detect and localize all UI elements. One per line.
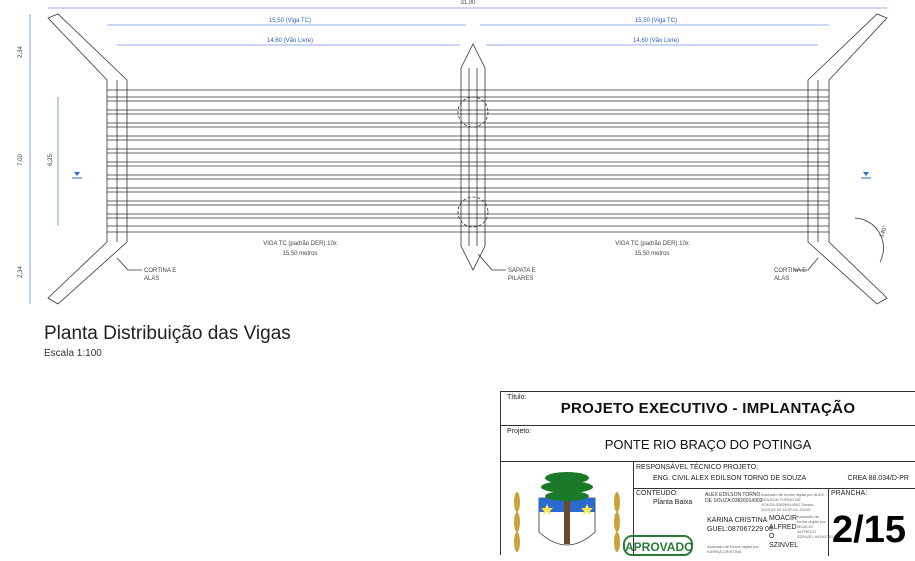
dim-top-wing: 2,34	[18, 46, 24, 58]
title-block	[500, 391, 915, 555]
sig1-name-2: DE SOUZA:03826914902	[705, 498, 763, 504]
content-cell	[625, 488, 833, 556]
responsible-engineer: ENG. CIVIL ALEX EDILSON TORNO DE SOUZA	[653, 475, 807, 482]
angle-arc	[855, 218, 883, 262]
callout-right-2: ALAS	[774, 276, 790, 282]
approved-stamp: APROVADO	[623, 535, 693, 556]
sig3-fine: Assinado de forma digital por MOACIR ALFREDO SZINVEL:94340760	[797, 514, 833, 539]
dim-width: 7,00	[18, 154, 24, 166]
title-row	[501, 392, 915, 426]
drawing-title: PROJETO EXECUTIVO - IMPLANTAÇÃO	[560, 400, 856, 417]
beam-left-label: VIGA TC (padrão DER) 10x	[263, 241, 337, 247]
titulo-label: Título:	[507, 394, 527, 401]
beam-left-length: 15,50 metros	[282, 251, 318, 257]
callout-left-2: ALAS	[144, 276, 160, 282]
callout-mid-1: SAPATA E	[508, 268, 536, 274]
sig1-fine: Assinado de forma digital por ALEX EDILSON TORNO DE SOUZA:03826914902 Dados: 2023.03.25 15:57:04 -03'00'	[761, 492, 824, 512]
crea-number: CREA 88.034/D-PR	[847, 475, 909, 482]
beam-lines	[107, 90, 829, 232]
sheet-number: 2/15	[832, 509, 906, 551]
dim-left-span: 15,50 (Viga TC)	[268, 18, 312, 24]
project-row	[501, 426, 915, 462]
crest-cell	[501, 462, 634, 556]
dim-left-free: 14,60 (Vão Livre)	[266, 38, 314, 44]
sig3-name: MOACIR ALFRED O SZINVEL	[769, 515, 799, 549]
responsavel-label: RESPONSÁVEL TÉCNICO PROJETO:	[636, 464, 759, 471]
leader-left	[117, 258, 142, 270]
sig1-name-1: ALEX EDILSON TORNO	[705, 492, 761, 498]
project-name: PONTE RIO BRAÇO DO POTINGA	[604, 437, 812, 452]
water-level-left-icon	[72, 172, 82, 178]
conteudo-label: CONTEUDO:	[636, 490, 678, 497]
beam-right-label: VIGA TC (padrão DER) 10x	[615, 241, 689, 247]
callout-right-1: CORTINA E	[774, 268, 807, 274]
callout-left-1: CORTINA E	[144, 268, 177, 274]
beam-right-length: 15,50 metros	[634, 251, 670, 257]
left-abutment	[48, 14, 127, 304]
water-level-right-icon	[861, 172, 871, 178]
central-pier	[458, 44, 488, 270]
sig2-fine: Assinado de forma digital por KARINA CRISTINA	[707, 544, 759, 554]
dim-inner: 6,25	[48, 154, 54, 166]
municipal-crest-icon	[501, 462, 633, 556]
dim-right-span: 15,50 (Viga TC)	[634, 18, 678, 24]
sig2-name: KARINA CRISTINA GUEL:087067229 03	[707, 517, 773, 533]
plan-scale: Escala 1:100	[44, 348, 102, 359]
responsible-cell	[633, 462, 915, 489]
angle-label: 140°	[879, 224, 890, 239]
dim-right-free: 14,60 (Vão Livre)	[632, 38, 680, 44]
dim-bottom-wing: 2,34	[18, 266, 24, 278]
projeto-label: Projeto:	[507, 428, 532, 435]
right-abutment	[808, 14, 890, 304]
prancha-label: PRANCHA:	[831, 490, 868, 497]
plan-title: Planta Distribuição das Vigas	[44, 323, 291, 344]
content-value: Planta Baixa	[653, 499, 693, 506]
dimension-lines	[30, 8, 890, 304]
leader-mid	[478, 254, 506, 270]
callout-mid-2: PILARES	[508, 276, 534, 282]
dim-total: 31,00	[460, 0, 476, 6]
